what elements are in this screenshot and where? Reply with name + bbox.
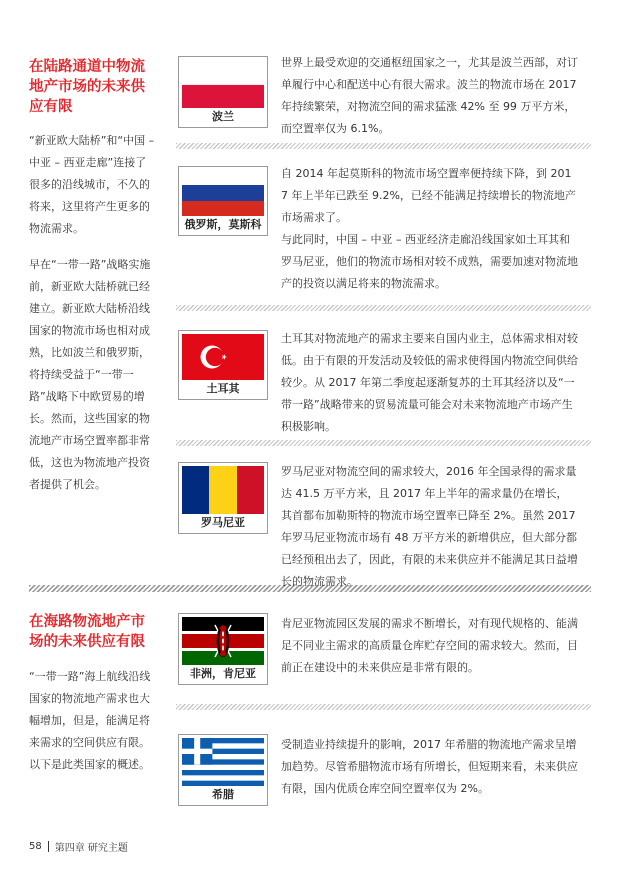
flag-label: 俄罗斯，莫斯科 <box>184 218 262 231</box>
chapter-label: 第四章 研究主题 <box>54 843 128 854</box>
footer-separator <box>48 841 49 852</box>
section2-paragraph-1: “一带一路”海上航线沿线国家的物流地产需求也大幅增加，但是，能满足将来需求的空间供应有限。以下是此类国家的概述。 <box>29 670 151 771</box>
romania-flag-icon <box>182 466 264 514</box>
flag-card-turkey <box>178 330 268 400</box>
country-paragraph: 与此同时，中国 – 中亚 – 西亚经济走廊沿线国家如土耳其和罗马尼亚，他们的物流市场相对较不成熟，需要加速对物流地产的投资以满足将来的物流需求。 <box>281 233 578 290</box>
flag-label: 希腊 <box>212 788 234 801</box>
page-number: 58 <box>29 841 42 852</box>
kenya-flag-icon <box>182 617 264 665</box>
section2-title: 在海路物流地产市场的未来供应有限 <box>29 614 145 650</box>
flag-card-russia <box>178 166 268 236</box>
country-paragraph: 肯尼亚物流园区发展的需求不断增长，对有现代规格的、能满足不同业主需求的高质量仓库贮存空间的需求较大。然而，目前正在建设中的未来供应是非常有限的。 <box>281 617 578 674</box>
flag-label: 波兰 <box>212 110 234 123</box>
poland-flag-icon <box>182 60 264 108</box>
flag-label: 土耳其 <box>206 382 240 395</box>
flag-card-greece <box>178 734 268 806</box>
flag-label: 罗马尼亚 <box>201 516 245 529</box>
section1-paragraph-1: “新亚欧大陆桥”和“中国 – 中亚 – 西亚走廊”连接了很多的沿线城市，不久的将来，这里将产生更多的物流需求。 <box>29 134 155 235</box>
divider <box>176 305 591 311</box>
country-paragraph: 罗马尼亚对物流空间的需求较大，2016 年全国录得的需求量达 41.5 万平方米，且 2017 年上半年的需求量仍在增长，其首都布加勒斯特的物流市场空置率已降至 2%。虽然 2017 年罗马尼亚物流市场有 48 万平方米的新增供应，但大部分都已经预租出去了，因此，有限的未来供应并不能满足其日益增长的物流需求。 <box>281 465 578 588</box>
flag-card-poland <box>178 56 268 128</box>
divider <box>176 143 591 149</box>
divider <box>176 704 591 710</box>
country-paragraph: 世界上最受欢迎的交通枢纽国家之一，尤其是波兰西部，对订单履行中心和配送中心有很大需求。波兰的物流市场在 2017 年持续繁荣，对物流空间的需求猛涨 42% 至 99 万平方米，而空置率仅为 6.1%。 <box>281 56 578 135</box>
country-paragraph: 受制造业持续提升的影响，2017 年希腊的物流地产需求呈增加趋势。尽管希腊物流市场有所增长，但短期来看，未来供应有限，国内优质仓库空间空置率仅为 2%。 <box>281 738 578 795</box>
section1-paragraph-2: 早在“一带一路”战略实施前，新亚欧大陆桥就已经建立。新亚欧大陆桥沿线国家的物流市场也相对成熟，比如波兰和俄罗斯，将持续受益于“一带一路”战略下中欧贸易的增长。然而，这些国家的物流地产市场空置率都非常低，这也为物流地产投资者提供了机会。 <box>29 258 151 491</box>
greece-flag-icon <box>182 738 264 786</box>
country-paragraph: 土耳其对物流地产的需求主要来自国内业主，总体需求相对较低。由于有限的开发活动及较低的需求使得国内物流空间供给较少。从 2017 年第二季度起逐渐复苏的土耳其经济以及“一带一路”战略带来的贸易流量可能会对未来物流地产市场产生积极影响。 <box>281 332 578 433</box>
flag-label: 非洲，肯尼亚 <box>190 667 256 680</box>
russia-flag-icon <box>182 170 264 216</box>
flag-card-romania <box>178 462 268 534</box>
divider <box>176 440 591 446</box>
page-footer <box>29 839 128 854</box>
section1-title: 在陆路通道中物流地产市场的未来供应有限 <box>29 59 145 115</box>
flag-card-kenya <box>178 613 268 685</box>
turkey-flag-icon <box>182 334 264 380</box>
country-paragraph: 自 2014 年起莫斯科的物流市场空置率便持续下降，到 2017 年上半年已跌至 9.2%，已经不能满足持续增长的物流地产市场需求了。 <box>281 167 576 224</box>
